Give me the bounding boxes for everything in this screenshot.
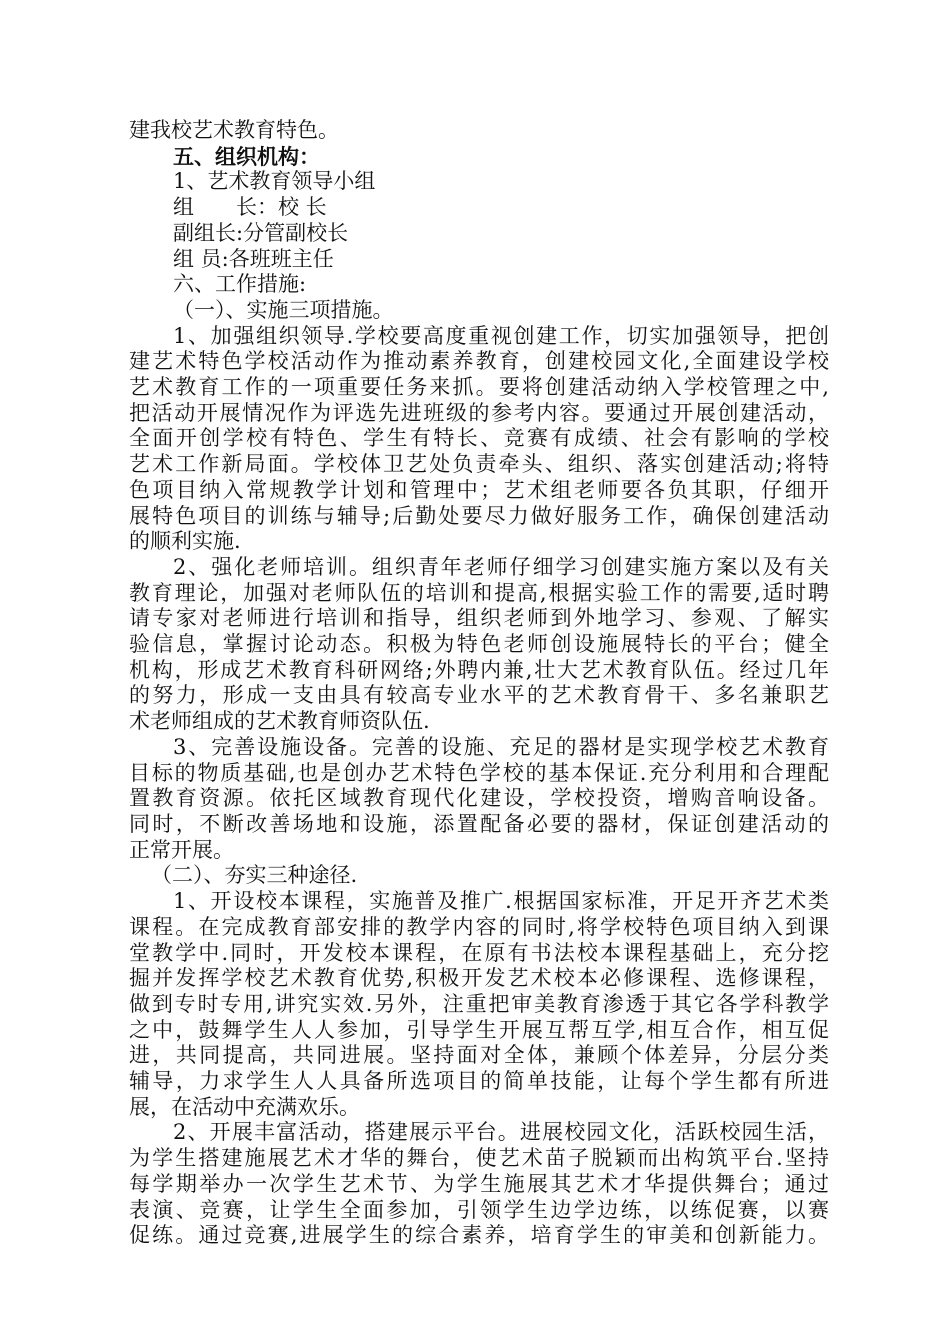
text-line: 教育理论，加强对老师队伍的培训和提高,根据实验工作的需要,适时聘 xyxy=(129,580,829,605)
text-line: 组 长：校 长 xyxy=(173,195,327,220)
section-heading: 五、组织机构： xyxy=(173,143,320,169)
text-line: 课程。在完成教育部安排的教学内容的同时,将学校特色项目纳入到课 xyxy=(129,914,829,939)
text-line: 艺术工作新局面。学校体卫艺处负责牵头、组织、落实创建活动;将特 xyxy=(129,452,829,477)
text-line: 展，在活动中充满欢乐。 xyxy=(129,1094,360,1119)
text-line: 辅导，力求学生人人具备所选项目的简单技能，让每个学生都有所进 xyxy=(129,1069,829,1094)
text-line: 术老师组成的艺术教育师资队伍. xyxy=(129,709,430,734)
text-line: 请专家对老师进行培训和指导，组织老师到外地学习、参观、了解实 xyxy=(129,606,829,631)
text-line: 目标的物质基础,也是创办艺术特色学校的基本保证.充分利用和合理配 xyxy=(129,760,829,785)
text-line: 的顺利实施. xyxy=(129,529,241,554)
text-line: 1、艺术教育领导小组 xyxy=(173,169,376,194)
text-line: 建我校艺术教育特色。 xyxy=(129,118,339,142)
text-line: 机构，形成艺术教育科研网络;外聘内兼,壮大艺术教育队伍。经过几年 xyxy=(129,657,829,682)
text-line: （二）、夯实三种途径. xyxy=(151,863,358,888)
text-line: 建艺术特色学校活动作为推动素养教育，创建校园文化,全面建设学校 xyxy=(129,349,829,374)
text-line: 色项目纳入常规教学计划和管理中；艺术组老师要各负其职，仔细开 xyxy=(129,477,829,502)
text-line: 艺术教育工作的一项重要任务来抓。要将创建活动纳入学校管理之中, xyxy=(129,375,829,400)
document-body xyxy=(129,118,829,1249)
text-line: 之中，鼓舞学生人人参加，引导学生开展互帮互学,相互合作，相互促 xyxy=(129,1017,829,1042)
text-line: 置教育资源。依托区域教育现代化建设，学校投资，增购音响设备。 xyxy=(129,786,829,811)
text-line: 1、加强组织领导.学校要高度重视创建工作，切实加强领导，把创 xyxy=(173,323,829,348)
text-line: 副组长:分管副校长 xyxy=(173,220,349,245)
text-line: 为学生搭建施展艺术才华的舞台，使艺术苗子脱颖而出构筑平台.坚持 xyxy=(129,1146,829,1171)
text-line: 全面开创学校有特色、学生有特长、竞赛有成绩、社会有影响的学校 xyxy=(129,426,829,451)
text-line: 正常开展。 xyxy=(129,837,234,862)
text-line: 3、完善设施设备。完善的设施、充足的器材是实现学校艺术教育 xyxy=(173,734,829,759)
text-line: 进，共同提高，共同进展。坚持面对全体，兼顾个体差异，分层分类 xyxy=(129,1043,829,1068)
text-line: 把活动开展情况作为评选先进班级的参考内容。要通过开展创建活动， xyxy=(129,400,829,425)
text-line: 同时，不断改善场地和设施，添置配备必要的器材，保证创建活动的 xyxy=(129,811,829,836)
text-line: 掘并发挥学校艺术教育优势,积极开发艺术校本必修课程、选修课程， xyxy=(129,966,829,991)
text-line: 促练。通过竞赛,进展学生的综合素养，培育学生的审美和创新能力。 xyxy=(129,1223,829,1248)
text-line: 每学期举办一次学生艺术节、为学生施展其艺术才华提供舞台；通过 xyxy=(129,1171,829,1196)
text-line: 做到专时专用,讲究实效.另外，注重把审美教育渗透于其它各学科教学 xyxy=(129,991,829,1016)
text-line: 组 员:各班班主任 xyxy=(173,246,334,271)
text-line: （一）、实施三项措施。 xyxy=(173,297,394,322)
text-line: 1、开设校本课程，实施普及推广.根据国家标准，开足开齐艺术类 xyxy=(173,889,829,914)
text-line: 展特色项目的训练与辅导;后勤处要尽力做好服务工作，确保创建活动 xyxy=(129,503,829,528)
text-line: 2、开展丰富活动，搭建展示平台。进展校园文化，活跃校园生活， xyxy=(173,1120,829,1145)
text-line: 验信息，掌握讨论动态。积极为特色老师创设施展特长的平台；健全 xyxy=(129,632,829,657)
text-line: 2、强化老师培训。组织青年老师仔细学习创建实施方案以及有关 xyxy=(173,554,829,579)
text-line: 堂教学中.同时，开发校本课程，在原有书法校本课程基础上，充分挖 xyxy=(129,940,829,965)
text-line: 表演、竞赛，让学生全面参加，引领学生边学边练，以练促赛，以赛 xyxy=(129,1197,829,1222)
text-line: 六、工作措施: xyxy=(173,272,307,297)
text-line: 的努力，形成一支由具有较高专业水平的艺术教育骨干、多名兼职艺 xyxy=(129,683,829,708)
